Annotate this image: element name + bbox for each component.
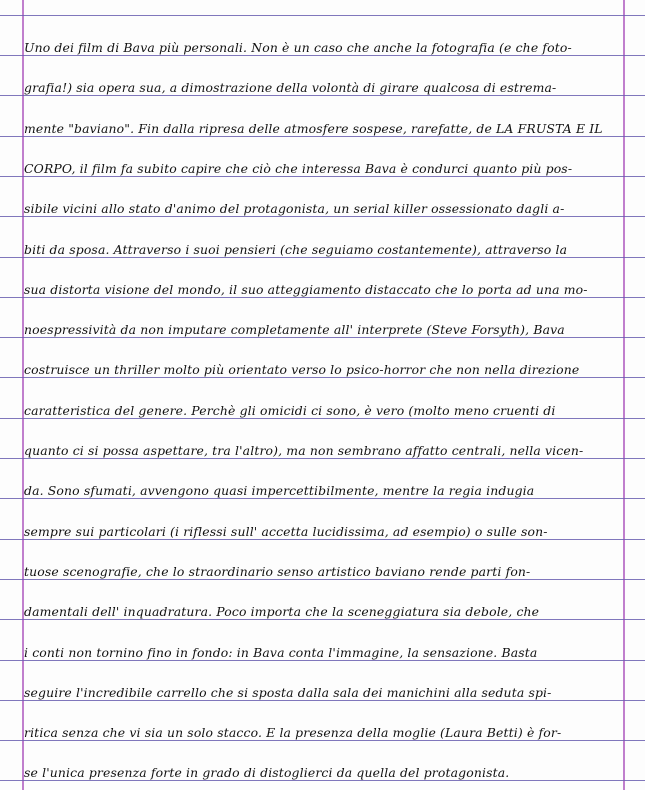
text-line: se l'unica presenza forte in grado di distoglierci da quella del protagonista. [24,765,510,780]
text-line: costruisce un thriller molto più orientato verso lo psico-horror che non nella direzione [24,362,580,377]
text-line: biti da sposa. Attraverso i suoi pensieri (che seguiamo costantemente), attraverso la [24,242,568,257]
text-line: CORPO, il film fa subito capire che ciò che interessa Bava è condurci quanto più pos- [24,161,573,176]
text-line: sibile vicini allo stato d'animo del protagonista, un serial killer ossessionato dagli a- [24,201,565,216]
text-line: sempre sui particolari (i riflessi sull' accetta lucidissima, ad esempio) o sulle son- [24,524,548,539]
handwritten-text [24,0,624,790]
text-line: caratteristica del genere. Perchè gli omicidi ci sono, è vero (molto meno cruenti di [24,403,556,418]
text-line: i conti non tornino fino in fondo: in Bava conta l'immagine, la sensazione. Basta [24,645,538,660]
text-line: tuose scenografie, che lo straordinario senso artistico baviano rende parti fon- [24,564,531,579]
text-line: damentali dell' inquadratura. Poco importa che la sceneggiatura sia debole, che [24,604,540,619]
text-line: Uno dei film di Bava più personali. Non è un caso che anche la fotografia (e che foto- [24,40,572,55]
text-line: quanto ci si possa aspettare, tra l'altro), ma non sembrano affatto centrali, nella vicen- [24,443,584,458]
text-line: sua distorta visione del mondo, il suo atteggiamento distaccato che lo porta ad una mo- [24,282,588,297]
text-line: mente "baviano". Fin dalla ripresa delle atmosfere sospese, rarefatte, de LA FRUSTA E IL [24,121,603,136]
text-line: ritica senza che vi sia un solo stacco. E la presenza della moglie (Laura Betti) è for- [24,725,562,740]
text-line: seguire l'incredibile carrello che si sposta dalla sala dei manichini alla seduta spi- [24,685,552,700]
text-line: da. Sono sfumati, avvengono quasi impercettibilmente, mentre la regia indugia [24,483,535,498]
text-line: grafia!) sia opera sua, a dimostrazione della volontà di girare qualcosa di estrema- [24,80,557,95]
text-line: noespressività da non imputare completamente all' interprete (Steve Forsyth), Bava [24,322,565,337]
